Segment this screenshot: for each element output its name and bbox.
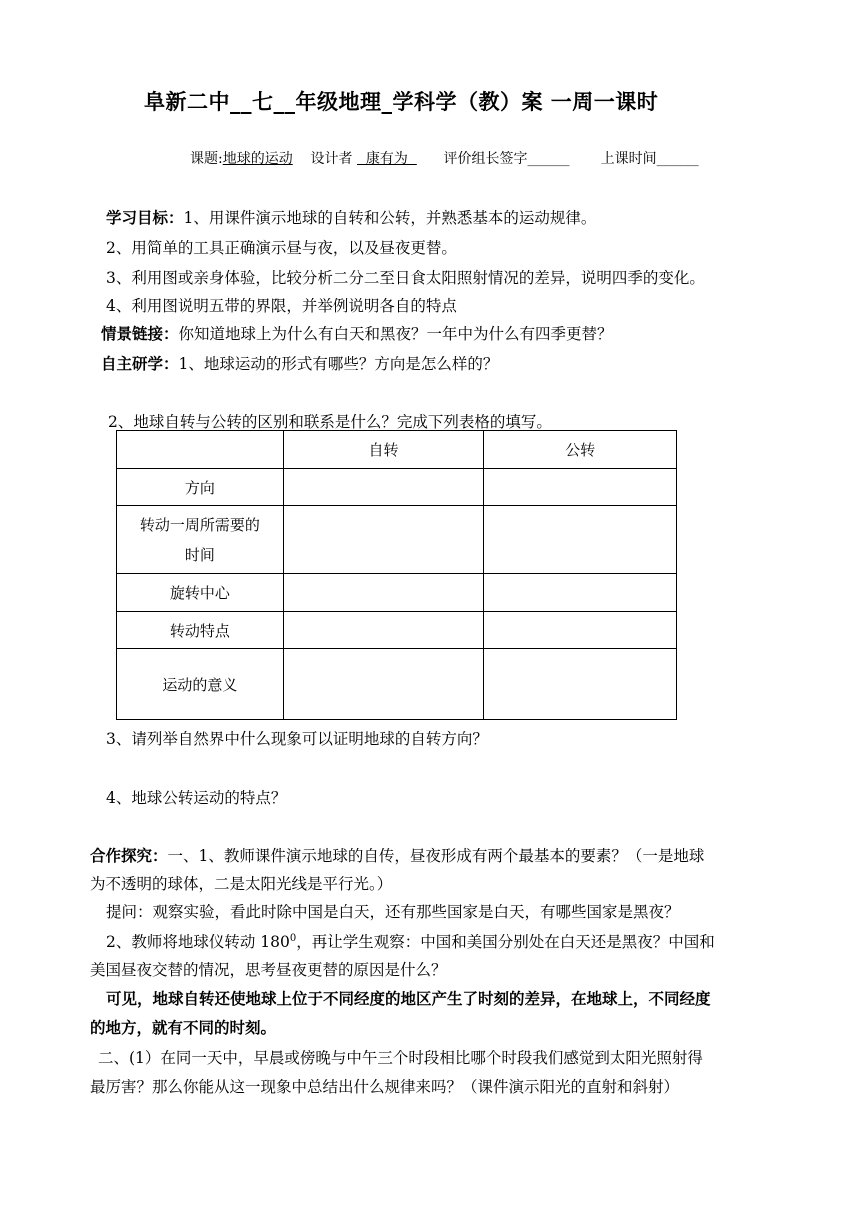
lesson-info <box>190 148 699 168</box>
answer-cell[interactable] <box>484 506 677 574</box>
answer-cell[interactable] <box>484 574 677 612</box>
coop-line-4 <box>106 930 715 952</box>
coop-conclusion-2: 的地方，就有不同的时刻。 <box>90 1018 277 1037</box>
answer-cell[interactable] <box>484 469 677 506</box>
coop-label: 合作探究： <box>90 846 168 865</box>
reviewer-signature: 评价组长签字______ <box>443 151 570 167</box>
self-study-q2: 2、地球自转与公转的区别和联系是什么？完成下列表格的填写。 <box>108 413 552 431</box>
coop-line-1 <box>90 844 704 866</box>
row-label-line: 转动一周所需要的 <box>139 515 260 534</box>
table-row <box>117 649 677 720</box>
scene-link <box>101 322 613 344</box>
table-header-cell <box>117 431 284 469</box>
table-header-cell: 自转 <box>283 431 484 469</box>
question-3: 3、请列举自然界中什么现象可以证明地球的自转方向？ <box>106 730 488 748</box>
table-row <box>117 574 677 612</box>
rotation-revolution-table <box>116 430 677 720</box>
table-row <box>117 506 677 574</box>
coop-line-5: 美国昼夜交替的情况，思考昼夜更替的原因是什么？ <box>90 961 447 979</box>
coop-text: 2、教师将地球仪转动 180 <box>106 933 290 951</box>
row-label-line: 时间 <box>184 545 215 564</box>
coop-line-3: 提问：观察实验，看此时除中国是白天，还有那些国家是白天，有哪些国家是黑夜？ <box>106 903 680 921</box>
row-label: 方向 <box>117 469 284 506</box>
topic-value: 地球的运动 <box>222 151 293 167</box>
question-4: 4、地球公转运动的特点？ <box>106 789 287 807</box>
self-study-q1 <box>101 352 498 374</box>
goals-label: 学习目标： <box>106 208 184 227</box>
row-label: 旋转中心 <box>117 574 284 612</box>
answer-cell[interactable] <box>283 649 484 720</box>
page-title: 阜新二中__七__年级地理_学科学（教）案 一周一课时 <box>144 89 659 114</box>
self-study-label: 自主研学： <box>101 354 179 373</box>
answer-cell[interactable] <box>484 649 677 720</box>
coop-text: ，再让学生观察：中国和美国分别处在白天还是黑夜？中国和 <box>296 933 715 951</box>
answer-cell[interactable] <box>484 612 677 649</box>
coop-line-2: 为不透明的球体，二是太阳光线是平行光。） <box>90 875 393 893</box>
goal-item: 1、用课件演示地球的自转和公转，并熟悉基本的运动规律。 <box>183 209 597 227</box>
coop-conclusion-1: 可见，地球自转还使地球上位于不同经度的地区产生了时刻的差异，在地球上，不同经度 <box>106 989 711 1008</box>
coop-line-6: 二、(1）在同一天中，早晨或傍晚与中午三个时段相比哪个时段我们感觉到太阳光照射得 <box>98 1049 703 1067</box>
answer-cell[interactable] <box>283 506 484 574</box>
degree-superscript: 0 <box>289 932 297 944</box>
goal-item: 4、利用图说明五带的界限，并举例说明各自的特点 <box>106 297 457 315</box>
answer-cell[interactable] <box>283 574 484 612</box>
table-row <box>117 612 677 649</box>
scene-label: 情景链接： <box>101 324 179 343</box>
table-header-cell: 公转 <box>484 431 677 469</box>
row-label <box>117 506 284 574</box>
designer-value: 康有为 <box>356 151 417 167</box>
topic-label: 课题: <box>190 151 223 167</box>
row-label: 转动特点 <box>117 612 284 649</box>
table-header-row <box>117 431 677 469</box>
answer-cell[interactable] <box>283 469 484 506</box>
class-time: 上课时间______ <box>600 151 699 167</box>
self-study-question: 1、地球运动的形式有哪些？方向是怎么样的？ <box>178 355 499 373</box>
designer-label: 设计者 <box>310 151 353 167</box>
answer-cell[interactable] <box>283 612 484 649</box>
coop-text: 一、1、教师课件演示地球的自传，昼夜形成有两个最基本的要素？（一是地球 <box>167 847 705 865</box>
goal-line-1 <box>106 206 596 228</box>
scene-text: 你知道地球上为什么有白天和黑夜？一年中为什么有四季更替？ <box>178 325 613 343</box>
goal-item: 3、利用图或亲身体验，比较分析二分二至日食太阳照射情况的差异，说明四季的变化。 <box>106 269 705 287</box>
coop-line-7: 最厉害？那么你能从这一现象中总结出什么规律来吗？（课件演示阳光的直射和斜射） <box>90 1078 680 1096</box>
table-row <box>117 469 677 506</box>
goal-item: 2、用简单的工具正确演示昼与夜，以及昼夜更替。 <box>106 239 457 257</box>
row-label: 运动的意义 <box>117 649 284 720</box>
